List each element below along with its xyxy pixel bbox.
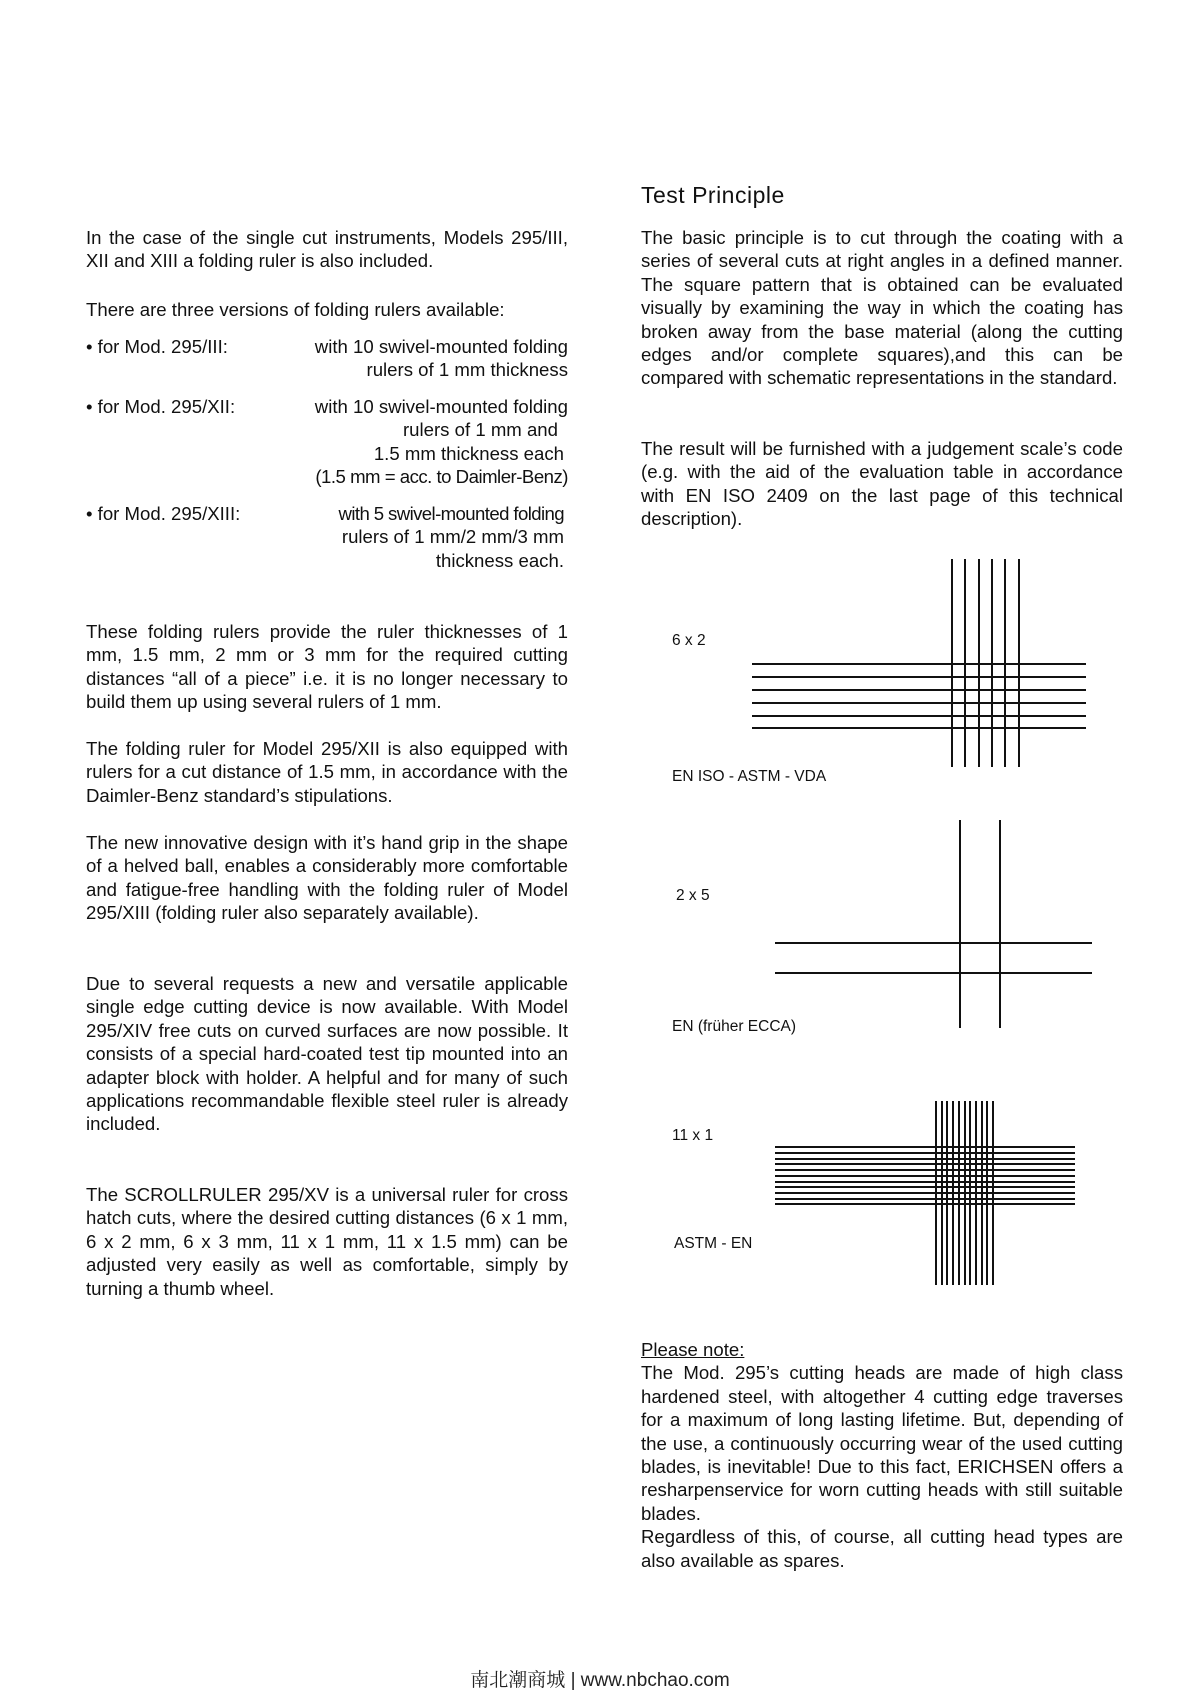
paragraph-text: The result will be furnished with a judgement scale’s code (e.g. with the aid of the evaluation table in accordance with EN ISO 2409 on the last page of this technical description). bbox=[641, 438, 1123, 530]
bullet-line: rulers of 1 mm thickness bbox=[366, 359, 568, 381]
paragraph-text: The basic principle is to cut through the coating with a series of several cuts at right angles in a defined manner. The square pattern that is obtained can be evaluated visually by examining the way in which the coating has broken away from the base material (along the cutting edges and/or complete squares),and this can be compared with schematic representations in the standard. bbox=[641, 227, 1123, 389]
bullet-label: • for Mod. 295/III: bbox=[86, 336, 228, 357]
section-heading-test-principle: Test Principle bbox=[641, 182, 785, 208]
bullet-label: • for Mod. 295/XII: bbox=[86, 396, 236, 417]
diagram-standard-label: ASTM - EN bbox=[674, 1235, 753, 1252]
bullet-line: rulers of 1 mm/2 mm/3 mm bbox=[341, 526, 564, 548]
diagram-standard-label: EN (früher ECCA) bbox=[672, 1018, 797, 1035]
bullet-line: thickness each. bbox=[435, 549, 564, 571]
diagram-pattern-label: 11 x 1 bbox=[672, 1127, 714, 1144]
please-note-body: The Mod. 295’s cutting heads are made of high class hardened steel, with altogether 4 cutting edge traverses for a maximum of long lasting lifetime. But, depending of the use, a continuously occurring wear of the used cutting blades, is inevitable! Due to this fact, ERICHSEN offers a resharpenservice for worn cutting heads with still suitable blades. bbox=[641, 1362, 1123, 1524]
bullet-line: (1.5 mm = acc. to Daimler-Benz) bbox=[315, 466, 568, 488]
cross-hatch-11x1 bbox=[775, 1101, 1075, 1285]
diagram-pattern-label: 6 x 2 bbox=[672, 632, 706, 649]
please-note-heading: Please note: bbox=[641, 1339, 745, 1360]
paragraph-text: The folding ruler for Model 295/XII is also equipped with rulers for a cut distance of 1.5 mm, in accordance with the Daimler-Benz standard’s stipulations. bbox=[86, 738, 568, 806]
diagram-standard-label: EN ISO - ASTM - VDA bbox=[672, 768, 827, 785]
bullet-line: with 10 swivel-mounted folding bbox=[314, 336, 568, 357]
bullet-line: with 10 swivel-mounted folding bbox=[314, 396, 568, 417]
paragraph-text: The new innovative design with it’s hand grip in the shape of a helved ball, enables a considerably more comfortable and fatigue-free handling with the folding ruler of Model 295/XIII (folding ruler also separately available). bbox=[86, 832, 568, 924]
bullet-line: 1.5 mm thickness each bbox=[373, 442, 564, 464]
cross-hatch-2x5 bbox=[775, 820, 1092, 1028]
paragraph-text: These folding rulers provide the ruler thicknesses of 1 mm, 1.5 mm, 2 mm or 3 mm for the required cutting distances “all of a piece” i.e. it is no longer necessary to build them up using several rulers of 1 mm. bbox=[86, 621, 568, 713]
paragraph-text: Due to several requests a new and versatile applicable single edge cutting device is now available. With Model 295/XIV free cuts on curved surfaces are now possible. It consists of a special hard-coated test tip mounted into an adapter block with holder. A helpful and for many of such applications recommandable flexible steel ruler is already included. bbox=[86, 973, 568, 1135]
paragraph-text: The SCROLLRULER 295/XV is a universal ruler for cross hatch cuts, where the desired cutting distances (6 x 1 mm, 6 x 2 mm, 6 x 3 mm, 11 x 1 mm, 11 x 1.5 mm) can be adjusted very easily as well as comfortable, simply by turning a thumb wheel. bbox=[86, 1184, 568, 1299]
bullet-line: with 5 swivel-mounted folding bbox=[338, 503, 564, 524]
diagram-pattern-label: 2 x 5 bbox=[676, 887, 710, 904]
footer-watermark: 南北潮商城 | www.nbchao.com bbox=[470, 1670, 730, 1691]
versions-intro-text: There are three versions of folding rulers available: bbox=[86, 299, 505, 320]
bullet-label: • for Mod. 295/XIII: bbox=[86, 503, 241, 524]
cross-hatch-6x2 bbox=[752, 559, 1086, 767]
please-note-body-spares: Regardless of this, of course, all cutting head types are also available as spares. bbox=[641, 1526, 1123, 1571]
please-note-section bbox=[641, 1338, 1123, 1572]
bullet-line: rulers of 1 mm and bbox=[402, 419, 558, 441]
intro-text: In the case of the single cut instruments, Models 295/III, XII and XIII a folding ruler is also included. bbox=[86, 227, 568, 272]
